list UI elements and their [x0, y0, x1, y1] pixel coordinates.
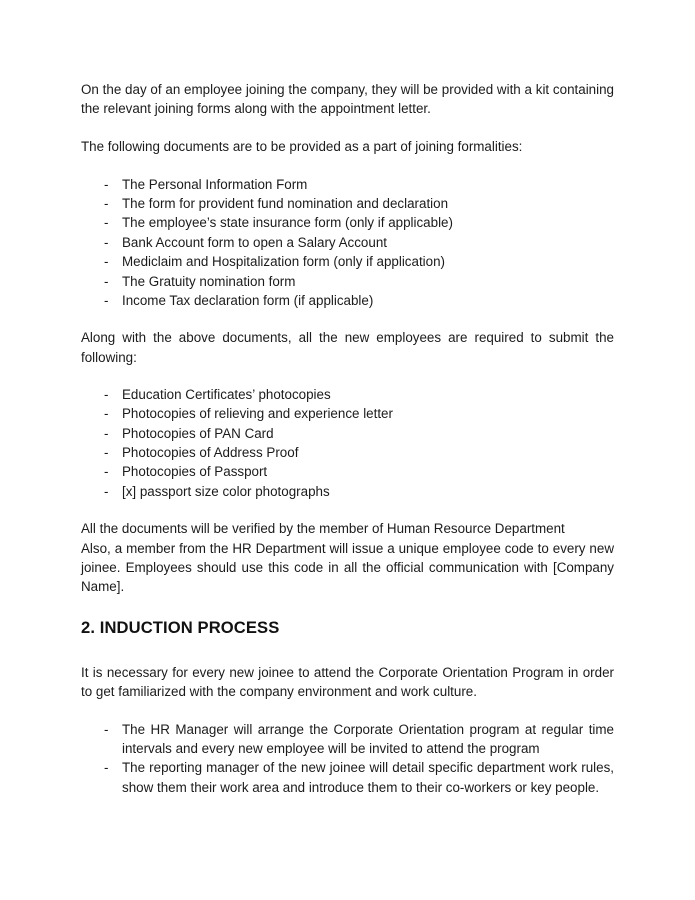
dash-bullet-icon: - — [104, 196, 109, 212]
list-item-label: [x] passport size color photographs — [122, 483, 330, 499]
list-item-label: Education Certificates’ photocopies — [122, 386, 331, 402]
dash-bullet-icon: - — [104, 215, 109, 231]
list-item — [81, 482, 614, 501]
list-item — [81, 443, 614, 462]
list-top-spacer — [81, 702, 614, 720]
list-item — [81, 213, 614, 232]
dash-bullet-icon: - — [104, 425, 109, 441]
list-item — [81, 462, 614, 481]
paragraph-spacer — [81, 118, 614, 137]
additional-documents-lead-in: Along with the above documents, all the new employees are required to submit the following: — [81, 330, 614, 365]
list-item-label: Income Tax declaration form (if applicable) — [122, 293, 374, 309]
dash-bullet-icon: - — [104, 445, 109, 461]
list-item-label: The Gratuity nomination form — [122, 273, 296, 289]
list-item — [81, 175, 614, 194]
list-bottom-spacer — [81, 310, 614, 328]
list-item — [81, 424, 614, 443]
list-item — [81, 404, 614, 423]
verification-statement: All the documents will be verified by the member of Human Resource Department — [81, 521, 565, 537]
list-item — [81, 291, 614, 310]
list-item-label: Photocopies of Address Proof — [122, 445, 299, 461]
induction-process-list — [81, 720, 614, 798]
list-item — [81, 252, 614, 271]
list-item — [81, 385, 614, 404]
dash-bullet-icon: - — [104, 464, 109, 480]
list-item-label: Mediclaim and Hospitalization form (only if application) — [122, 254, 446, 270]
dash-bullet-icon: - — [104, 176, 109, 192]
list-item-label: The HR Manager will arrange the Corporate Orientation program at regular time intervals and every new employee will be invited to attend the program — [122, 721, 614, 756]
list-item-label: Photocopies of relieving and experience letter — [122, 406, 393, 422]
list-item-label: The reporting manager of the new joinee will detail specific department work rules, show them their work area and introduce them to their co-workers or key people. — [122, 760, 614, 795]
dash-bullet-icon: - — [104, 254, 109, 270]
dash-bullet-icon: - — [104, 406, 109, 422]
list-item — [81, 194, 614, 213]
section-heading-induction-process: 2. INDUCTION PROCESS — [81, 618, 280, 638]
dash-bullet-icon: - — [104, 273, 109, 289]
document-body — [81, 80, 614, 797]
dash-bullet-icon: - — [104, 760, 109, 776]
list-item-label: The Personal Information Form — [122, 176, 308, 192]
list-item — [81, 720, 614, 759]
joining-formalities-lead-in: The following documents are to be provided as a part of joining formalities: — [81, 139, 523, 155]
employee-code-paragraph: Also, a member from the HR Department will issue a unique employee code to every new joinee. Employees should use this code in all the official communication with [Company Name]. — [81, 540, 614, 594]
dash-bullet-icon: - — [104, 386, 109, 402]
dash-bullet-icon: - — [104, 234, 109, 250]
list-item-label: The employee’s state insurance form (only if applicable) — [122, 215, 453, 231]
list-bottom-spacer — [81, 501, 614, 519]
submission-documents-list — [81, 385, 614, 501]
list-item-label: Photocopies of Passport — [122, 464, 268, 480]
joining-documents-list — [81, 175, 614, 311]
list-item — [81, 758, 614, 797]
list-item-label: The form for provident fund nomination and declaration — [122, 196, 449, 212]
heading-bottom-spacer — [81, 639, 614, 663]
list-item-label: Bank Account form to open a Salary Account — [122, 234, 387, 250]
dash-bullet-icon: - — [104, 483, 109, 499]
intro-paragraph: On the day of an employee joining the company, they will be provided with a kit containing the relevant joining forms along with the appointment letter. — [81, 82, 614, 117]
heading-top-spacer — [81, 596, 614, 617]
list-item — [81, 272, 614, 291]
dash-bullet-icon: - — [104, 721, 109, 737]
list-top-spacer — [81, 157, 614, 175]
list-item-label: Photocopies of PAN Card — [122, 425, 274, 441]
list-top-spacer — [81, 367, 614, 385]
list-item — [81, 233, 614, 252]
dash-bullet-icon: - — [104, 293, 109, 309]
induction-intro-paragraph: It is necessary for every new joinee to attend the Corporate Orientation Program in order to get familiarized with the company environment and work culture. — [81, 665, 614, 700]
